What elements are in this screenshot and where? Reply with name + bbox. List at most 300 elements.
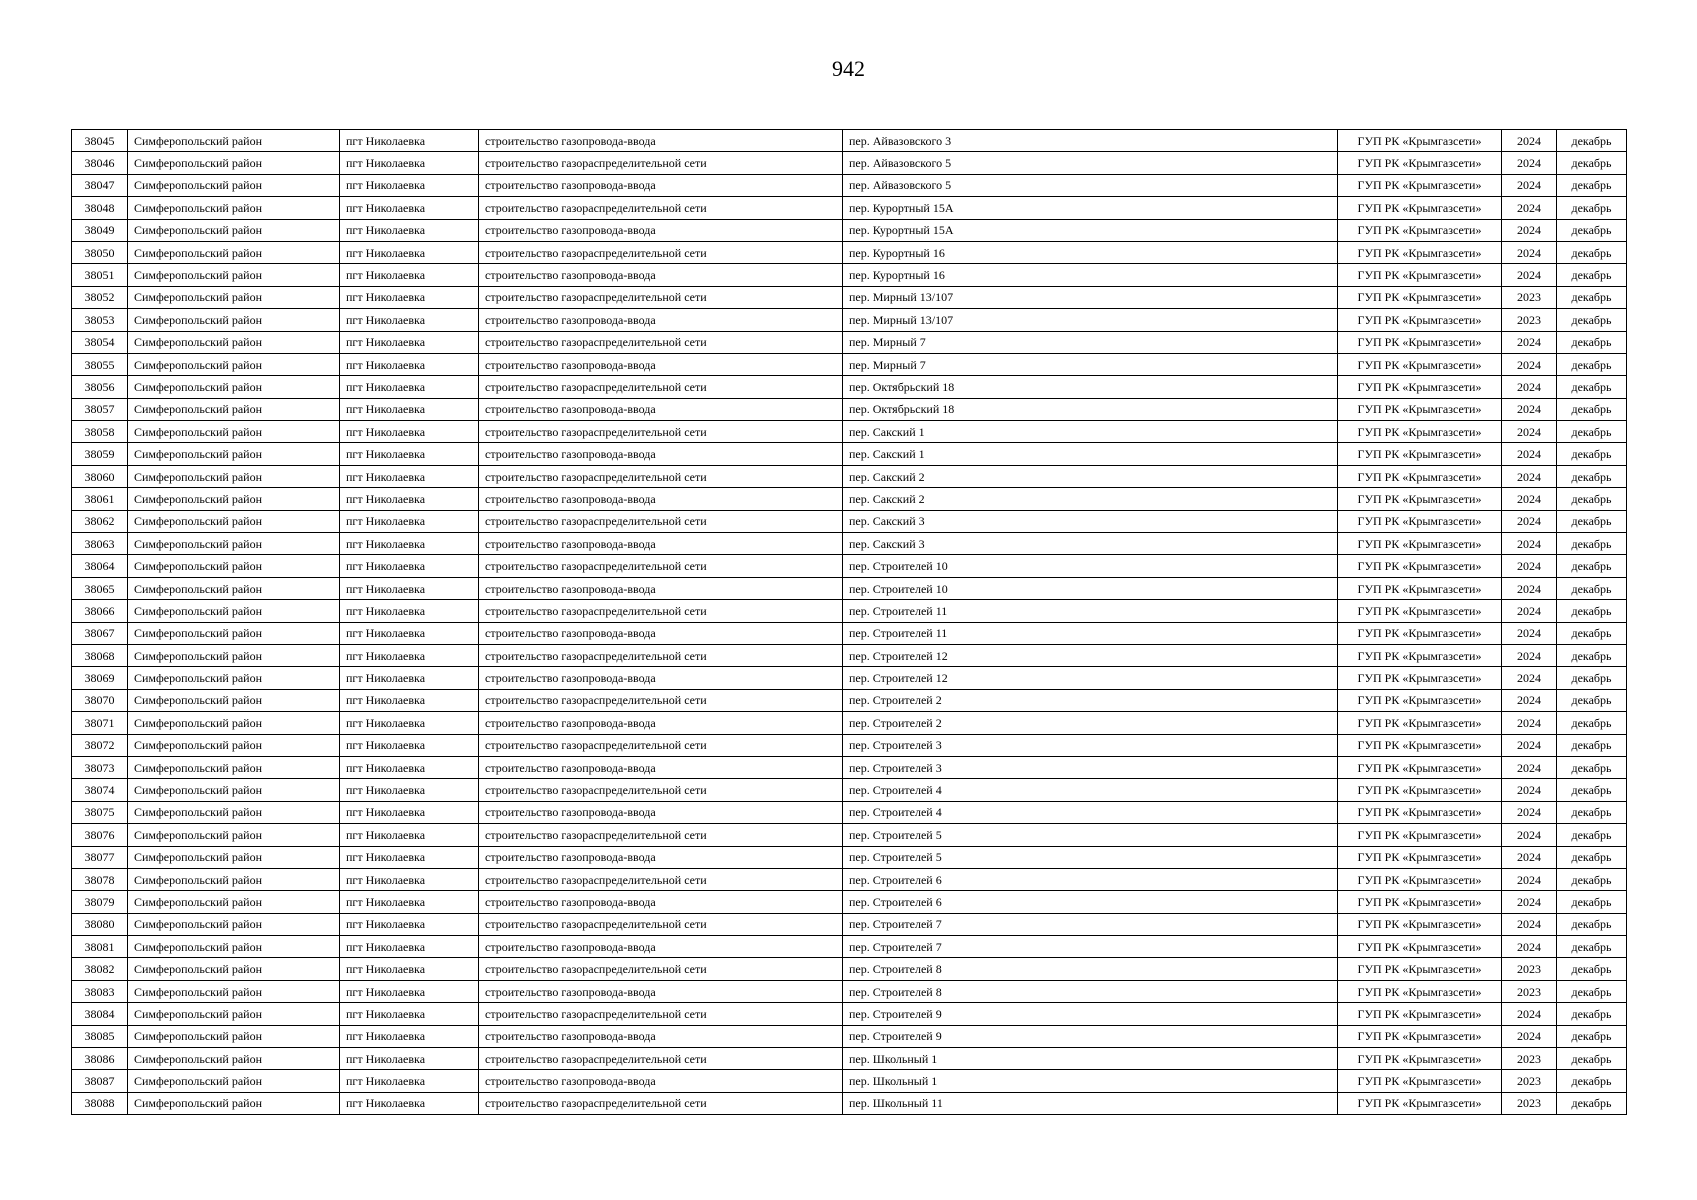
cell-work-type: строительство газораспределительной сети (479, 510, 843, 532)
cell-district: Симферопольский район (128, 555, 340, 577)
cell-month: декабрь (1557, 219, 1627, 241)
cell-address: пер. Строителей 9 (843, 1025, 1338, 1047)
cell-organization: ГУП РК «Крымгазсети» (1338, 712, 1502, 734)
cell-number: 38055 (72, 353, 128, 375)
cell-organization: ГУП РК «Крымгазсети» (1338, 376, 1502, 398)
cell-address: пер. Строителей 3 (843, 734, 1338, 756)
cell-work-type: строительство газопровода-ввода (479, 1070, 843, 1092)
cell-number: 38046 (72, 152, 128, 174)
cell-year: 2024 (1502, 130, 1557, 152)
table-row (72, 846, 1627, 868)
cell-work-type: строительство газораспределительной сети (479, 824, 843, 846)
cell-work-type: строительство газопровода-ввода (479, 488, 843, 510)
cell-organization: ГУП РК «Крымгазсети» (1338, 913, 1502, 935)
cell-number: 38057 (72, 398, 128, 420)
cell-district: Симферопольский район (128, 152, 340, 174)
cell-locality: пгт Николаевка (340, 331, 479, 353)
table-row (72, 1003, 1627, 1025)
cell-work-type: строительство газопровода-ввода (479, 533, 843, 555)
cell-year: 2023 (1502, 958, 1557, 980)
table-row (72, 241, 1627, 263)
table-row (72, 152, 1627, 174)
cell-year: 2024 (1502, 667, 1557, 689)
cell-month: декабрь (1557, 353, 1627, 375)
table-row (72, 286, 1627, 308)
table-row (72, 533, 1627, 555)
cell-district: Симферопольский район (128, 1070, 340, 1092)
cell-address: пер. Айвазовского 5 (843, 174, 1338, 196)
cell-month: декабрь (1557, 398, 1627, 420)
cell-number: 38069 (72, 667, 128, 689)
cell-number: 38061 (72, 488, 128, 510)
cell-address: пер. Строителей 2 (843, 712, 1338, 734)
cell-work-type: строительство газораспределительной сети (479, 600, 843, 622)
cell-address: пер. Строителей 10 (843, 555, 1338, 577)
table-row (72, 689, 1627, 711)
cell-year: 2024 (1502, 913, 1557, 935)
cell-locality: пгт Николаевка (340, 913, 479, 935)
cell-address: пер. Сакский 3 (843, 533, 1338, 555)
table-row (72, 398, 1627, 420)
cell-year: 2024 (1502, 353, 1557, 375)
table-row (72, 331, 1627, 353)
cell-year: 2024 (1502, 734, 1557, 756)
cell-address: пер. Курортный 16 (843, 264, 1338, 286)
cell-organization: ГУП РК «Крымгазсети» (1338, 152, 1502, 174)
cell-address: пер. Строителей 2 (843, 689, 1338, 711)
cell-locality: пгт Николаевка (340, 174, 479, 196)
cell-year: 2024 (1502, 644, 1557, 666)
cell-number: 38078 (72, 868, 128, 890)
cell-month: декабрь (1557, 868, 1627, 890)
cell-address: пер. Строителей 10 (843, 577, 1338, 599)
cell-year: 2024 (1502, 577, 1557, 599)
cell-district: Симферопольский район (128, 734, 340, 756)
cell-address: пер. Мирный 7 (843, 353, 1338, 375)
cell-address: пер. Строителей 5 (843, 846, 1338, 868)
cell-address: пер. Сакский 1 (843, 443, 1338, 465)
cell-locality: пгт Николаевка (340, 1048, 479, 1070)
cell-number: 38065 (72, 577, 128, 599)
cell-work-type: строительство газопровода-ввода (479, 667, 843, 689)
cell-address: пер. Мирный 13/107 (843, 286, 1338, 308)
cell-work-type: строительство газопровода-ввода (479, 801, 843, 823)
cell-work-type: строительство газопровода-ввода (479, 353, 843, 375)
cell-year: 2023 (1502, 980, 1557, 1002)
cell-month: декабрь (1557, 1003, 1627, 1025)
cell-district: Симферопольский район (128, 801, 340, 823)
table-row (72, 421, 1627, 443)
cell-district: Симферопольский район (128, 421, 340, 443)
cell-address: пер. Сакский 2 (843, 465, 1338, 487)
cell-work-type: строительство газопровода-ввода (479, 846, 843, 868)
cell-locality: пгт Николаевка (340, 398, 479, 420)
cell-organization: ГУП РК «Крымгазсети» (1338, 465, 1502, 487)
cell-year: 2024 (1502, 331, 1557, 353)
cell-district: Симферопольский район (128, 443, 340, 465)
cell-year: 2024 (1502, 421, 1557, 443)
cell-locality: пгт Николаевка (340, 600, 479, 622)
cell-district: Симферопольский район (128, 577, 340, 599)
cell-month: декабрь (1557, 555, 1627, 577)
cell-address: пер. Айвазовского 5 (843, 152, 1338, 174)
cell-number: 38062 (72, 510, 128, 532)
table-row (72, 1025, 1627, 1047)
cell-organization: ГУП РК «Крымгазсети» (1338, 891, 1502, 913)
table-row (72, 600, 1627, 622)
cell-work-type: строительство газопровода-ввода (479, 577, 843, 599)
cell-locality: пгт Николаевка (340, 197, 479, 219)
cell-organization: ГУП РК «Крымгазсети» (1338, 197, 1502, 219)
cell-year: 2023 (1502, 1048, 1557, 1070)
cell-locality: пгт Николаевка (340, 712, 479, 734)
cell-locality: пгт Николаевка (340, 1003, 479, 1025)
cell-locality: пгт Николаевка (340, 958, 479, 980)
cell-locality: пгт Николаевка (340, 644, 479, 666)
table-row (72, 174, 1627, 196)
cell-organization: ГУП РК «Крымгазсети» (1338, 398, 1502, 420)
cell-year: 2024 (1502, 756, 1557, 778)
cell-locality: пгт Николаевка (340, 622, 479, 644)
cell-organization: ГУП РК «Крымгазсети» (1338, 756, 1502, 778)
table-row (72, 756, 1627, 778)
cell-work-type: строительство газораспределительной сети (479, 152, 843, 174)
cell-work-type: строительство газопровода-ввода (479, 980, 843, 1002)
cell-locality: пгт Николаевка (340, 846, 479, 868)
cell-locality: пгт Николаевка (340, 980, 479, 1002)
cell-address: пер. Сакский 1 (843, 421, 1338, 443)
cell-locality: пгт Николаевка (340, 421, 479, 443)
table-row (72, 376, 1627, 398)
cell-number: 38064 (72, 555, 128, 577)
cell-address: пер. Строителей 12 (843, 644, 1338, 666)
cell-year: 2024 (1502, 622, 1557, 644)
cell-organization: ГУП РК «Крымгазсети» (1338, 443, 1502, 465)
cell-month: декабрь (1557, 465, 1627, 487)
cell-district: Симферопольский район (128, 197, 340, 219)
cell-district: Симферопольский район (128, 398, 340, 420)
cell-district: Симферопольский район (128, 667, 340, 689)
cell-number: 38050 (72, 241, 128, 263)
cell-work-type: строительство газораспределительной сети (479, 734, 843, 756)
cell-month: декабрь (1557, 443, 1627, 465)
cell-organization: ГУП РК «Крымгазсети» (1338, 1025, 1502, 1047)
cell-year: 2023 (1502, 286, 1557, 308)
cell-year: 2024 (1502, 868, 1557, 890)
cell-address: пер. Октябрьский 18 (843, 398, 1338, 420)
cell-address: пер. Школьный 1 (843, 1070, 1338, 1092)
cell-district: Симферопольский район (128, 913, 340, 935)
cell-organization: ГУП РК «Крымгазсети» (1338, 130, 1502, 152)
cell-year: 2024 (1502, 533, 1557, 555)
cell-district: Симферопольский район (128, 353, 340, 375)
table-row (72, 644, 1627, 666)
cell-work-type: строительство газораспределительной сети (479, 241, 843, 263)
cell-organization: ГУП РК «Крымгазсети» (1338, 779, 1502, 801)
cell-organization: ГУП РК «Крымгазсети» (1338, 577, 1502, 599)
cell-address: пер. Строителей 3 (843, 756, 1338, 778)
cell-year: 2024 (1502, 689, 1557, 711)
cell-address: пер. Мирный 7 (843, 331, 1338, 353)
cell-month: декабрь (1557, 958, 1627, 980)
cell-month: декабрь (1557, 824, 1627, 846)
cell-district: Симферопольский район (128, 600, 340, 622)
cell-locality: пгт Николаевка (340, 152, 479, 174)
cell-month: декабрь (1557, 980, 1627, 1002)
cell-district: Симферопольский район (128, 644, 340, 666)
cell-number: 38063 (72, 533, 128, 555)
cell-work-type: строительство газопровода-ввода (479, 130, 843, 152)
cell-locality: пгт Николаевка (340, 577, 479, 599)
cell-year: 2023 (1502, 309, 1557, 331)
cell-month: декабрь (1557, 667, 1627, 689)
registry-body (72, 130, 1627, 1115)
cell-month: декабрь (1557, 779, 1627, 801)
cell-year: 2024 (1502, 465, 1557, 487)
cell-number: 38056 (72, 376, 128, 398)
table-row (72, 667, 1627, 689)
cell-organization: ГУП РК «Крымгазсети» (1338, 1092, 1502, 1114)
cell-number: 38082 (72, 958, 128, 980)
cell-organization: ГУП РК «Крымгазсети» (1338, 488, 1502, 510)
table-row (72, 958, 1627, 980)
cell-district: Симферопольский район (128, 286, 340, 308)
cell-number: 38075 (72, 801, 128, 823)
cell-work-type: строительство газораспределительной сети (479, 1092, 843, 1114)
cell-month: декабрь (1557, 734, 1627, 756)
cell-work-type: строительство газораспределительной сети (479, 689, 843, 711)
cell-number: 38086 (72, 1048, 128, 1070)
cell-address: пер. Строителей 11 (843, 622, 1338, 644)
cell-locality: пгт Николаевка (340, 219, 479, 241)
cell-number: 38051 (72, 264, 128, 286)
table-row (72, 510, 1627, 532)
cell-work-type: строительство газораспределительной сети (479, 644, 843, 666)
cell-month: декабрь (1557, 913, 1627, 935)
cell-address: пер. Строителей 8 (843, 958, 1338, 980)
cell-locality: пгт Николаевка (340, 309, 479, 331)
cell-locality: пгт Николаевка (340, 936, 479, 958)
cell-number: 38073 (72, 756, 128, 778)
cell-locality: пгт Николаевка (340, 555, 479, 577)
table-row (72, 197, 1627, 219)
cell-number: 38087 (72, 1070, 128, 1092)
cell-number: 38076 (72, 824, 128, 846)
cell-district: Симферопольский район (128, 622, 340, 644)
cell-number: 38084 (72, 1003, 128, 1025)
cell-work-type: строительство газораспределительной сети (479, 913, 843, 935)
cell-year: 2024 (1502, 152, 1557, 174)
table-row (72, 264, 1627, 286)
table-row (72, 577, 1627, 599)
cell-organization: ГУП РК «Крымгазсети» (1338, 824, 1502, 846)
cell-address: пер. Сакский 2 (843, 488, 1338, 510)
table-row (72, 465, 1627, 487)
cell-district: Симферопольский район (128, 241, 340, 263)
cell-work-type: строительство газопровода-ввода (479, 174, 843, 196)
cell-district: Симферопольский район (128, 980, 340, 1002)
cell-number: 38083 (72, 980, 128, 1002)
cell-number: 38045 (72, 130, 128, 152)
cell-number: 38088 (72, 1092, 128, 1114)
cell-number: 38052 (72, 286, 128, 308)
cell-year: 2024 (1502, 846, 1557, 868)
cell-month: декабрь (1557, 421, 1627, 443)
cell-year: 2024 (1502, 398, 1557, 420)
cell-number: 38067 (72, 622, 128, 644)
cell-number: 38048 (72, 197, 128, 219)
cell-locality: пгт Николаевка (340, 353, 479, 375)
cell-number: 38072 (72, 734, 128, 756)
table-row (72, 622, 1627, 644)
cell-year: 2024 (1502, 555, 1557, 577)
cell-organization: ГУП РК «Крымгазсети» (1338, 600, 1502, 622)
cell-work-type: строительство газораспределительной сети (479, 779, 843, 801)
cell-number: 38080 (72, 913, 128, 935)
table-row (72, 824, 1627, 846)
cell-month: декабрь (1557, 510, 1627, 532)
cell-number: 38060 (72, 465, 128, 487)
cell-work-type: строительство газораспределительной сети (479, 555, 843, 577)
cell-work-type: строительство газопровода-ввода (479, 398, 843, 420)
cell-address: пер. Курортный 15А (843, 197, 1338, 219)
cell-district: Симферопольский район (128, 465, 340, 487)
cell-work-type: строительство газопровода-ввода (479, 622, 843, 644)
cell-organization: ГУП РК «Крымгазсети» (1338, 667, 1502, 689)
table-row (72, 868, 1627, 890)
cell-district: Симферопольский район (128, 689, 340, 711)
cell-month: декабрь (1557, 756, 1627, 778)
cell-locality: пгт Николаевка (340, 1025, 479, 1047)
cell-year: 2023 (1502, 1092, 1557, 1114)
table-row (72, 443, 1627, 465)
cell-month: декабрь (1557, 846, 1627, 868)
cell-organization: ГУП РК «Крымгазсети» (1338, 309, 1502, 331)
cell-month: декабрь (1557, 174, 1627, 196)
cell-organization: ГУП РК «Крымгазсети» (1338, 219, 1502, 241)
cell-year: 2024 (1502, 600, 1557, 622)
cell-number: 38059 (72, 443, 128, 465)
cell-district: Симферопольский район (128, 868, 340, 890)
table-row (72, 353, 1627, 375)
cell-address: пер. Курортный 15А (843, 219, 1338, 241)
cell-locality: пгт Николаевка (340, 734, 479, 756)
table-row (72, 779, 1627, 801)
table-row (72, 936, 1627, 958)
cell-work-type: строительство газопровода-ввода (479, 219, 843, 241)
cell-address: пер. Курортный 16 (843, 241, 1338, 263)
cell-year: 2024 (1502, 824, 1557, 846)
cell-address: пер. Айвазовского 3 (843, 130, 1338, 152)
cell-work-type: строительство газопровода-ввода (479, 1025, 843, 1047)
page-number: 942 (832, 56, 865, 81)
cell-district: Симферопольский район (128, 1003, 340, 1025)
cell-year: 2024 (1502, 197, 1557, 219)
cell-year: 2024 (1502, 891, 1557, 913)
table-row (72, 734, 1627, 756)
cell-year: 2024 (1502, 779, 1557, 801)
table-row (72, 891, 1627, 913)
cell-address: пер. Строителей 7 (843, 936, 1338, 958)
cell-year: 2024 (1502, 1003, 1557, 1025)
cell-year: 2024 (1502, 241, 1557, 263)
cell-district: Симферопольский район (128, 891, 340, 913)
cell-district: Симферопольский район (128, 533, 340, 555)
cell-work-type: строительство газораспределительной сети (479, 421, 843, 443)
cell-year: 2024 (1502, 801, 1557, 823)
cell-district: Симферопольский район (128, 779, 340, 801)
cell-work-type: строительство газопровода-ввода (479, 936, 843, 958)
table-row (72, 1070, 1627, 1092)
cell-district: Симферопольский район (128, 510, 340, 532)
cell-year: 2024 (1502, 488, 1557, 510)
table-row (72, 309, 1627, 331)
cell-district: Симферопольский район (128, 219, 340, 241)
cell-organization: ГУП РК «Крымгазсети» (1338, 868, 1502, 890)
cell-locality: пгт Николаевка (340, 667, 479, 689)
table-row (72, 1092, 1627, 1114)
cell-locality: пгт Николаевка (340, 443, 479, 465)
cell-address: пер. Строителей 12 (843, 667, 1338, 689)
cell-locality: пгт Николаевка (340, 510, 479, 532)
cell-month: декабрь (1557, 801, 1627, 823)
cell-district: Симферопольский район (128, 130, 340, 152)
cell-work-type: строительство газопровода-ввода (479, 891, 843, 913)
cell-work-type: строительство газораспределительной сети (479, 1048, 843, 1070)
cell-locality: пгт Николаевка (340, 465, 479, 487)
cell-address: пер. Октябрьский 18 (843, 376, 1338, 398)
cell-number: 38071 (72, 712, 128, 734)
cell-month: декабрь (1557, 197, 1627, 219)
cell-organization: ГУП РК «Крымгазсети» (1338, 353, 1502, 375)
registry-table (71, 129, 1627, 1115)
cell-organization: ГУП РК «Крымгазсети» (1338, 421, 1502, 443)
cell-organization: ГУП РК «Крымгазсети» (1338, 555, 1502, 577)
cell-locality: пгт Николаевка (340, 868, 479, 890)
cell-address: пер. Строителей 8 (843, 980, 1338, 1002)
table-row (72, 555, 1627, 577)
cell-year: 2024 (1502, 1025, 1557, 1047)
cell-locality: пгт Николаевка (340, 779, 479, 801)
cell-organization: ГУП РК «Крымгазсети» (1338, 331, 1502, 353)
cell-number: 38081 (72, 936, 128, 958)
cell-work-type: строительство газопровода-ввода (479, 712, 843, 734)
cell-locality: пгт Николаевка (340, 801, 479, 823)
cell-work-type: строительство газораспределительной сети (479, 197, 843, 219)
cell-month: декабрь (1557, 309, 1627, 331)
cell-district: Симферопольский район (128, 264, 340, 286)
cell-address: пер. Сакский 3 (843, 510, 1338, 532)
cell-work-type: строительство газораспределительной сети (479, 1003, 843, 1025)
cell-district: Симферопольский район (128, 331, 340, 353)
cell-district: Симферопольский район (128, 488, 340, 510)
cell-district: Симферопольский район (128, 1025, 340, 1047)
cell-organization: ГУП РК «Крымгазсети» (1338, 174, 1502, 196)
cell-number: 38047 (72, 174, 128, 196)
cell-address: пер. Строителей 6 (843, 891, 1338, 913)
cell-number: 38066 (72, 600, 128, 622)
cell-address: пер. Строителей 5 (843, 824, 1338, 846)
cell-locality: пгт Николаевка (340, 286, 479, 308)
table-row (72, 712, 1627, 734)
cell-work-type: строительство газораспределительной сети (479, 376, 843, 398)
cell-year: 2024 (1502, 376, 1557, 398)
cell-year: 2024 (1502, 219, 1557, 241)
cell-organization: ГУП РК «Крымгазсети» (1338, 264, 1502, 286)
table-row (72, 980, 1627, 1002)
cell-month: декабрь (1557, 712, 1627, 734)
cell-address: пер. Школьный 11 (843, 1092, 1338, 1114)
